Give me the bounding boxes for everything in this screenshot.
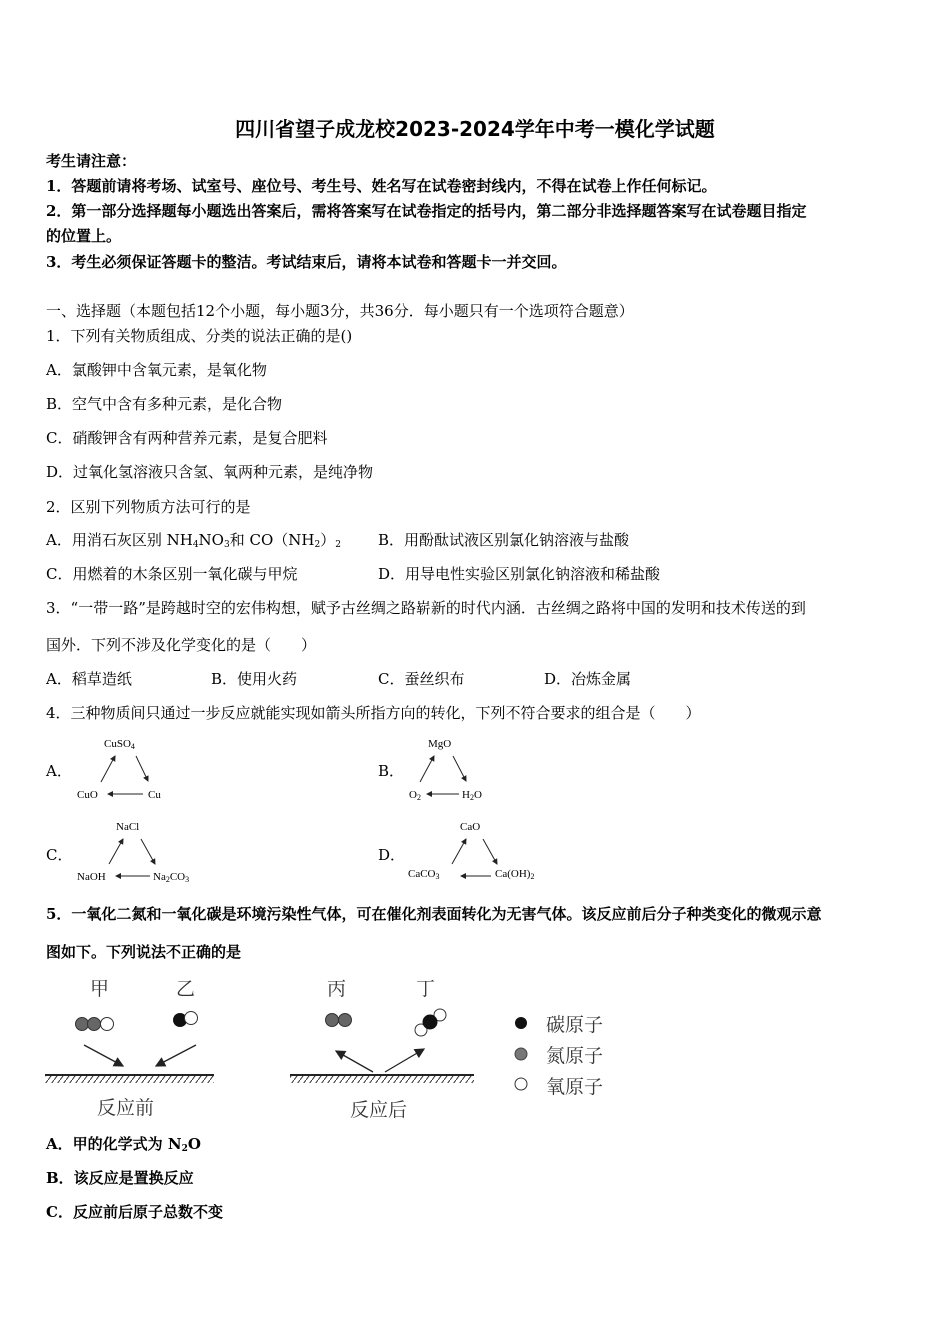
molecule-ding xyxy=(415,1009,446,1036)
legend-nitrogen: 氮原子 xyxy=(546,1045,604,1067)
q5-option-b: B．该反应是置换反应 xyxy=(46,1169,194,1187)
q4-label-c: C． xyxy=(46,846,73,864)
arrow-out-2 xyxy=(385,1049,424,1072)
caption-after: 反应后 xyxy=(350,1099,408,1121)
label-bing: 丙 xyxy=(327,978,347,1000)
notice-item-3: 3．考生必须保证答题卡的整洁。考试结束后，请将本试卷和答题卡一并交回。 xyxy=(46,253,567,271)
notice-item-2: 2．第一部分选择题每小题选出答案后，需将答案写在试卷指定的括号内，第二部分非选择题答案写在试卷题目指定 xyxy=(46,202,807,220)
q4b-right: H2O xyxy=(462,789,482,802)
arrow-in-2 xyxy=(156,1045,196,1066)
q1-stem: 1．下列有关物质组成、分类的说法正确的是() xyxy=(46,327,353,345)
legend-oxygen: 氧原子 xyxy=(546,1076,604,1098)
q2-option-c: C．用燃着的木条区别一氧化碳与甲烷 xyxy=(46,565,298,583)
page-title: 四川省望子成龙校2023-2024学年中考一模化学试题 xyxy=(235,117,715,141)
q4a-left: CuO xyxy=(77,789,98,801)
q4d-left: CaCO3 xyxy=(408,868,440,881)
q4c-left: NaOH xyxy=(77,871,106,883)
q5-option-a: A．甲的化学式为 $N_2O$ xyxy=(46,1135,201,1154)
q4c-right: Na2CO3 xyxy=(153,871,190,884)
section-heading: 一、选择题（本题包括12个小题，每小题3分，共36分．每小题只有一个选项符合题意） xyxy=(46,302,634,320)
q4-label-d: D． xyxy=(378,846,406,864)
molecule-bing xyxy=(326,1014,352,1027)
notice-item-1: 1．答题前请将考场、试室号、座位号、考生号、姓名写在试卷密封线内，不得在试卷上作任何标记。 xyxy=(46,177,717,195)
legend-oxygen-dot xyxy=(515,1078,527,1090)
molecule-yi xyxy=(174,1012,198,1027)
q2-stem: 2．区别下列物质方法可行的是 xyxy=(46,498,251,516)
q3-option-d: D．冶炼金属 xyxy=(544,670,632,688)
q4c-top: NaCl xyxy=(116,821,140,833)
q3-stem-cont: 国外．下列不涉及化学变化的是（ ） xyxy=(46,636,317,654)
q5-stem: 5．一氧化二氮和一氧化碳是环境污染性气体，可在催化剂表面转化为无害气体。该反应前后分子种类变化的微观示意 xyxy=(46,905,822,923)
q4b-left: O2 xyxy=(409,789,421,802)
q4d-top: CaO xyxy=(460,821,481,833)
q2-option-d: D．用导电性实验区别氯化钠溶液和稀盐酸 xyxy=(378,565,661,583)
label-yi: 乙 xyxy=(176,978,196,1000)
label-ding: 丁 xyxy=(416,978,436,1000)
q3-option-b: B．使用火药 xyxy=(211,670,298,688)
surface-before-hatch xyxy=(45,1076,214,1083)
surface-after-hatch xyxy=(290,1076,474,1083)
q4a-top: CuSO4 xyxy=(104,738,135,751)
q3-option-a: A．稻草造纸 xyxy=(46,670,132,688)
molecule-jia xyxy=(76,1018,114,1031)
q1-option-b: B．空气中含有多种元素，是化合物 xyxy=(46,395,283,413)
q4d-right: Ca(OH)2 xyxy=(495,868,535,881)
q2-option-b: B．用酚酞试液区别氯化钠溶液与盐酸 xyxy=(378,531,630,549)
q1-option-c: C．硝酸钾含有两种营养元素，是复合肥料 xyxy=(46,429,328,447)
q3-stem: 3．“一带一路”是跨越时空的宏伟构想，赋予古丝绸之路崭新的时代内涵．古丝绸之路将中国的发明和技术传送的到 xyxy=(46,599,806,617)
q5-option-c: C．反应前后原子总数不变 xyxy=(46,1203,223,1221)
legend xyxy=(515,1014,603,1098)
notice-heading: 考生请注意： xyxy=(46,152,137,170)
q4-stem: 4．三种物质间只通过一步反应就能实现如箭头所指方向的转化，下列不符合要求的组合是（ ） xyxy=(46,704,701,722)
legend-carbon: 碳原子 xyxy=(546,1014,604,1036)
q1-option-a: A．氯酸钾中含氧元素，是氧化物 xyxy=(46,361,267,379)
caption-before: 反应前 xyxy=(97,1097,155,1119)
label-jia: 甲 xyxy=(90,978,110,1000)
q4-label-a: A． xyxy=(46,762,72,780)
q1-option-d: D．过氧化氢溶液只含氢、氧两种元素，是纯净物 xyxy=(46,463,374,481)
q4b-top: MgO xyxy=(428,738,452,750)
arrow-out-1 xyxy=(336,1051,373,1072)
q4a-right: Cu xyxy=(148,789,161,801)
q2-option-a: A．用消石灰区别 $NH_4NO_3$和 $CO(NH_2)_2$ xyxy=(46,531,341,550)
legend-carbon-dot xyxy=(515,1017,527,1029)
q4-label-b: B． xyxy=(378,762,405,780)
q3-option-c: C．蚕丝织布 xyxy=(378,670,465,688)
q5-stem-cont: 图如下。下列说法不正确的是 xyxy=(46,943,242,961)
legend-nitrogen-dot xyxy=(515,1048,527,1060)
notice-item-2-cont: 的位置上。 xyxy=(46,227,122,245)
arrow-in-1 xyxy=(84,1045,123,1066)
